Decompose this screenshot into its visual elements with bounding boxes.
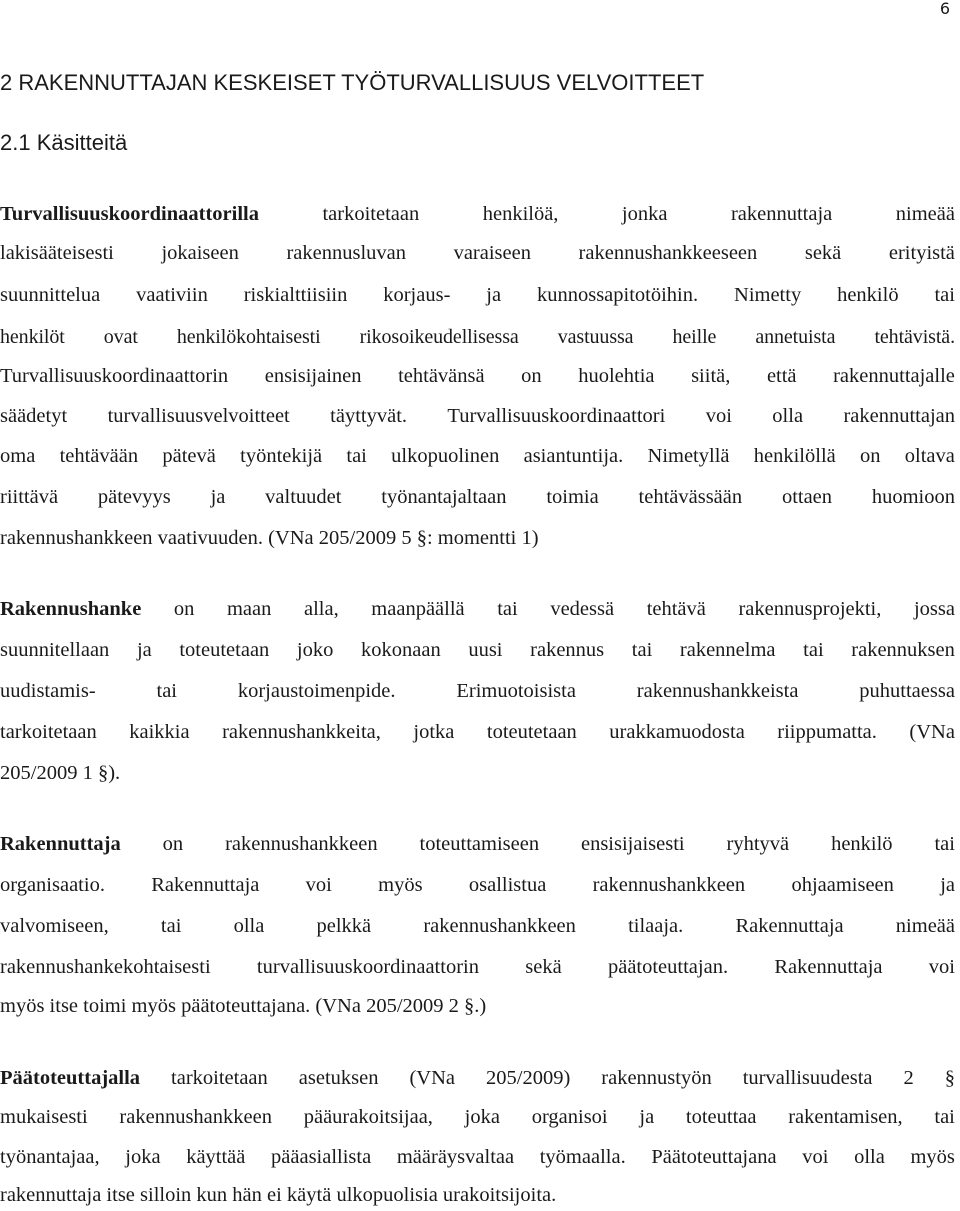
word: tehtävänsä [398,365,485,387]
word: varaiseen [453,242,531,264]
word: suunnittelua [0,284,101,306]
word: tarkoitetaan [171,1067,268,1089]
word: on [162,833,184,855]
word: voi [928,956,955,978]
word: riittävä [0,486,59,508]
paragraph-3-line-1 [0,829,955,859]
chapter-heading: 2 RAKENNUTTAJAN KESKEISET TYÖTURVALLISUUS VELVOITTEET [0,70,705,95]
paragraph-1-line-1 [0,199,955,229]
word: Rakennuttaja [774,956,883,978]
word: 205/2009) [486,1067,571,1089]
word: työnantajaltaan [381,486,507,508]
word: päätoteuttajan. [607,956,729,978]
word: rakennushankkeista [636,680,799,702]
word: toimia [546,486,599,508]
word: tai [934,833,955,855]
word: valtuudet [265,486,342,508]
word: tehtävään [59,445,139,467]
word: rakennuksen [851,639,955,661]
word: osallistua [468,874,547,896]
word: olla [233,915,265,937]
word: on [173,598,195,620]
word: uusi [468,639,503,661]
word: ohjaamiseen [791,874,894,896]
word: turvallisuuskoordinaattorin [256,956,479,978]
word: tehtävä [646,598,706,620]
word: Päätoteuttajana [651,1146,777,1168]
word: kunnossapitotöihin. [536,284,699,306]
word: organisaatio. [0,874,105,896]
word: tai [346,445,367,467]
word: organisoi [531,1106,608,1128]
word: vaativiin [136,284,208,306]
word: tehtävistä. [874,326,955,348]
paragraph-4-line-1 [0,1063,955,1093]
paragraph-3-line-2 [0,870,955,900]
word: ja [639,1106,655,1128]
word: oma [0,445,36,467]
word: Erimuotoisista [456,680,576,702]
word: henkilökohtaisesti [176,326,321,348]
word: erityistä [888,242,955,264]
paragraph-1-line-6 [0,401,955,431]
paragraph-1-line-8 [0,482,955,512]
word: määräysvaltaa [396,1146,515,1168]
word: Nimetyllä [647,445,730,467]
paragraph-2-line-3 [0,676,955,706]
paragraph-1-line-5 [0,361,955,391]
word: rakennushankkeen [119,1106,272,1128]
word: on [860,445,881,467]
word: asiantuntija. [523,445,624,467]
word: pätevä [162,445,216,467]
word: joka [464,1106,500,1128]
word: rakennuttajan [843,405,955,427]
word: pääasiallista [271,1146,372,1168]
word: lakisääteisesti [0,242,114,264]
paragraph-4-line-3 [0,1142,955,1172]
word: (VNa [909,721,955,743]
word: tai [803,639,824,661]
word: henkilö [831,833,893,855]
word: voi [705,405,732,427]
word: sekä [525,956,562,978]
word: myös [910,1146,955,1168]
paragraph-1-line-7 [0,441,955,471]
word: ensisijainen [264,365,362,387]
word: toteutetaan [179,639,270,661]
word: urakkamuodosta [609,721,745,743]
word: maanpäällä [371,598,465,620]
paragraph-4-line-2 [0,1102,955,1132]
word: sekä [804,242,842,264]
word: kokonaan [361,639,441,661]
word: heille [672,326,717,348]
word: tai [934,284,955,306]
word: pääurakoitsijaa, [303,1106,433,1128]
word: kaikkia [129,721,190,743]
word: tilaaja. [628,915,684,937]
word: työntekijä [240,445,323,467]
word: maan [226,598,272,620]
word: tarkoitetaan [0,721,97,743]
word: rakennushankkeen [423,915,576,937]
word: ensisijaisesti [580,833,685,855]
word: jokaiseen [161,242,239,264]
word: myös [378,874,423,896]
word: joko [296,639,334,661]
word: oltava [904,445,955,467]
word: että [766,365,797,387]
word: tai [160,915,182,937]
word: ottaen [781,486,833,508]
word: riippumatta. [777,721,877,743]
word: Turvallisuuskoordinaattori [447,405,666,427]
paragraph-1-line-3 [0,280,955,310]
word: turvallisuudesta [742,1067,873,1089]
word: alla, [303,598,339,620]
word: toteuttamiseen [419,833,540,855]
word: rakennushankkeeseen [578,242,758,264]
word: rakennuttajalle [833,365,955,387]
word: tai [934,1106,955,1128]
word: (VNa [409,1067,456,1089]
word: tai [497,598,518,620]
paragraph-3-line-5: myös itse toimi myös päätoteuttajana. (VNa 205/2009 2 §.) [0,995,487,1017]
word: rakennushankkeen [225,833,378,855]
term-turvallisuuskoordinaattorilla: Turvallisuuskoordinaattorilla [0,203,259,225]
word: suunnitellaan [0,639,110,661]
word: rakennelma [679,639,776,661]
word: henkilöä, [482,203,559,225]
word: valvomiseen, [0,915,109,937]
word: nimeää [895,203,955,225]
word: Rakennuttaja [735,915,844,937]
paragraph-2-line-2 [0,635,955,665]
paragraph-2-line-4 [0,717,955,747]
word: ryhtyvä [726,833,790,855]
term-rakennushanke: Rakennushanke [0,598,142,620]
word: on [521,365,542,387]
word: siitä, [691,365,731,387]
word: ja [136,639,152,661]
word: riskialttiisiin [243,284,348,306]
paragraph-4-line-4: rakennuttaja itse silloin kun hän ei käytä ulkopuolisia urakoitsijoita. [0,1184,557,1206]
word: tai [631,639,653,661]
term-paatoteuttajalla: Päätoteuttajalla [0,1067,141,1089]
word: voi [305,874,332,896]
word: ovat [103,326,138,348]
paragraph-3-line-4 [0,952,955,982]
word: mukaisesti [0,1106,88,1128]
word: olla [772,405,804,427]
word: ja [940,874,955,896]
word: vastuussa [557,326,634,348]
word: tai [156,680,177,702]
paragraph-3-line-3 [0,911,955,941]
paragraph-1-line-9: rakennushankkeen vaativuuden. (VNa 205/2009 5 §: momentti 1) [0,527,539,549]
word: Rakennuttaja [151,874,260,896]
word: Turvallisuuskoordinaattorin [0,365,229,387]
word: työmaalla. [539,1146,626,1168]
page-number: 6 [939,0,950,18]
paragraph-2-line-5: 205/2009 1 §). [0,762,121,784]
paragraph-1-line-4 [0,322,955,352]
word: huomioon [871,486,955,508]
word: tarkoitetaan [322,203,420,225]
word: pelkkä [316,915,372,937]
word: nimeää [895,915,955,937]
word: annetuista [755,326,836,348]
word: voi [802,1146,829,1168]
word: uudistamis- [0,680,96,702]
word: jotka [413,721,455,743]
word: rikosoikeudellisessa [359,326,519,348]
word: rakennusprojekti, [738,598,882,620]
word: rakennus [530,639,605,661]
word: ulkopuolinen [391,445,500,467]
word: jonka [621,203,668,225]
word: 2 [903,1067,914,1089]
word: työnantajaa, [0,1146,100,1168]
word: rakennushankkeita, [222,721,381,743]
word: joka [125,1146,161,1168]
word: puhuttaessa [859,680,955,702]
word: olla [854,1146,885,1168]
word: Nimetty [734,284,802,306]
word: täyttyvät. [330,405,408,427]
paragraph-2-line-1 [0,594,955,624]
word: pätevyys [97,486,171,508]
word: rakennusluvan [286,242,406,264]
section-heading: 2.1 Käsitteitä [0,130,128,155]
word: ja [486,284,502,306]
word: asetuksen [298,1067,379,1089]
word: säädetyt [0,405,68,427]
word: henkilö [837,284,899,306]
word: rakennushankekohtaisesti [0,956,211,978]
word: jossa [913,598,955,620]
word: henkilöt [0,326,65,348]
word: huolehtia [578,365,655,387]
word: turvallisuusvelvoitteet [107,405,290,427]
word: korjaustoimenpide. [237,680,396,702]
word: rakennustyön [601,1067,712,1089]
word: vedessä [550,598,615,620]
word: toteutetaan [486,721,577,743]
word: korjaus- [383,284,451,306]
paragraph-1-line-2 [0,238,955,268]
word: rakennuttaja [730,203,833,225]
word: § [944,1067,955,1089]
word: toteuttaa [685,1106,757,1128]
word: käyttää [186,1146,246,1168]
term-rakennuttaja: Rakennuttaja [0,833,121,855]
word: tehtävässään [638,486,743,508]
word: ja [210,486,226,508]
word: rakennushankkeen [592,874,746,896]
word: rakentamisen, [788,1106,903,1128]
word: henkilöllä [753,445,836,467]
